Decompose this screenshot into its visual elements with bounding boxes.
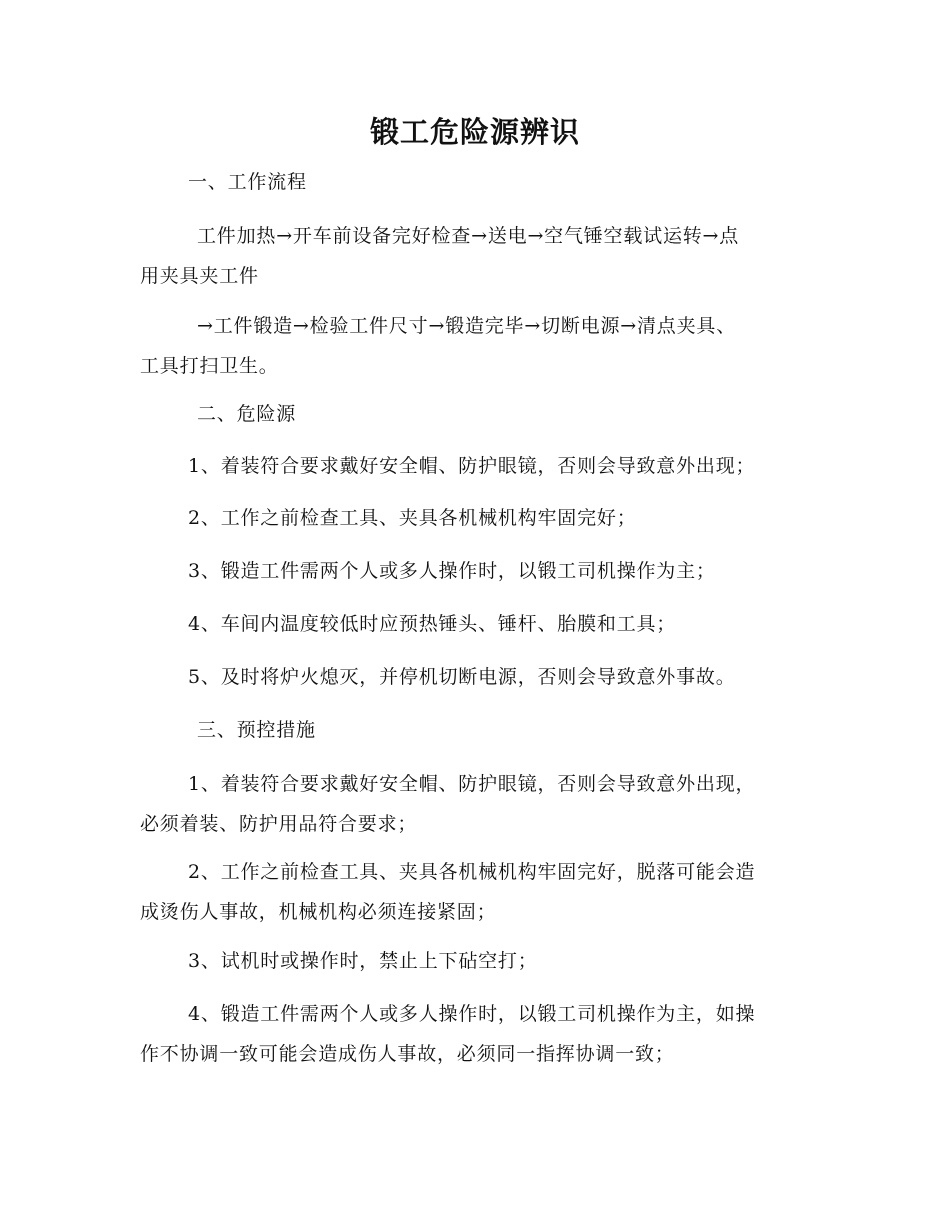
measure-item-line: 1、着装符合要求戴好安全帽、防护眼镜，否则会导致意外出现，	[188, 773, 756, 795]
paragraph-line: 用夹具夹工件	[140, 265, 259, 287]
heading-text: 二、危险源	[197, 403, 297, 425]
section-heading-measures	[140, 710, 812, 750]
measure-item-line: 3、试机时或操作时，禁止上下砧空打；	[188, 950, 538, 972]
hazard-item	[140, 551, 812, 591]
hazard-item-text: 3、锻造工件需两个人或多人操作时，以锻工司机操作为主；	[188, 560, 716, 582]
hazard-item-text: 1、着装符合要求戴好安全帽、防护眼镜，否则会导致意外出现；	[188, 455, 756, 477]
hazard-item-text: 4、车间内温度较低时应预热锤头、锤杆、胎膜和工具；	[188, 613, 677, 635]
hazard-item	[140, 498, 812, 538]
measure-item	[140, 852, 812, 932]
measure-item	[140, 994, 812, 1074]
hazard-item	[140, 604, 812, 644]
section-heading-workflow	[140, 162, 812, 202]
measure-item-line: 作不协调一致可能会造成伤人事故，必须同一指挥协调一致；	[140, 1043, 675, 1065]
heading-text: 三、预控措施	[197, 719, 316, 741]
measure-item-line: 必须着装、防护用品符合要求；	[140, 813, 418, 835]
measure-item-line: 4、锻造工件需两个人或多人操作时，以锻工司机操作为主，如操	[188, 1003, 756, 1025]
heading-text: 一、工作流程	[188, 171, 307, 193]
section-heading-hazards	[140, 394, 812, 434]
hazard-item	[140, 446, 812, 486]
paragraph-line: 工具打扫卫生。	[140, 355, 279, 377]
measure-item	[140, 764, 812, 844]
document-title: 锻工危险源辨识	[369, 115, 580, 149]
measure-item-line: 2、工作之前检查工具、夹具各机械机构牢固完好，脱落可能会造	[188, 861, 756, 883]
measure-item-line: 成烫伤人事故，机械机构必须连接紧固；	[140, 901, 497, 923]
hazard-item	[140, 657, 812, 697]
paragraph-line: 工件加热→开车前设备完好检查→送电→空气锤空载试运转→点	[197, 225, 740, 247]
hazard-item-text: 5、及时将炉火熄灭，并停机切断电源，否则会导致意外事故。	[188, 666, 736, 688]
hazard-item-text: 2、工作之前检查工具、夹具各机械机构牢固完好；	[188, 507, 637, 529]
measure-item	[140, 941, 812, 981]
workflow-paragraph-1	[140, 216, 812, 296]
workflow-paragraph-2	[140, 306, 812, 386]
paragraph-line: →工件锻造→检验工件尺寸→锻造完毕→切断电源→清点夹具、	[197, 315, 737, 337]
